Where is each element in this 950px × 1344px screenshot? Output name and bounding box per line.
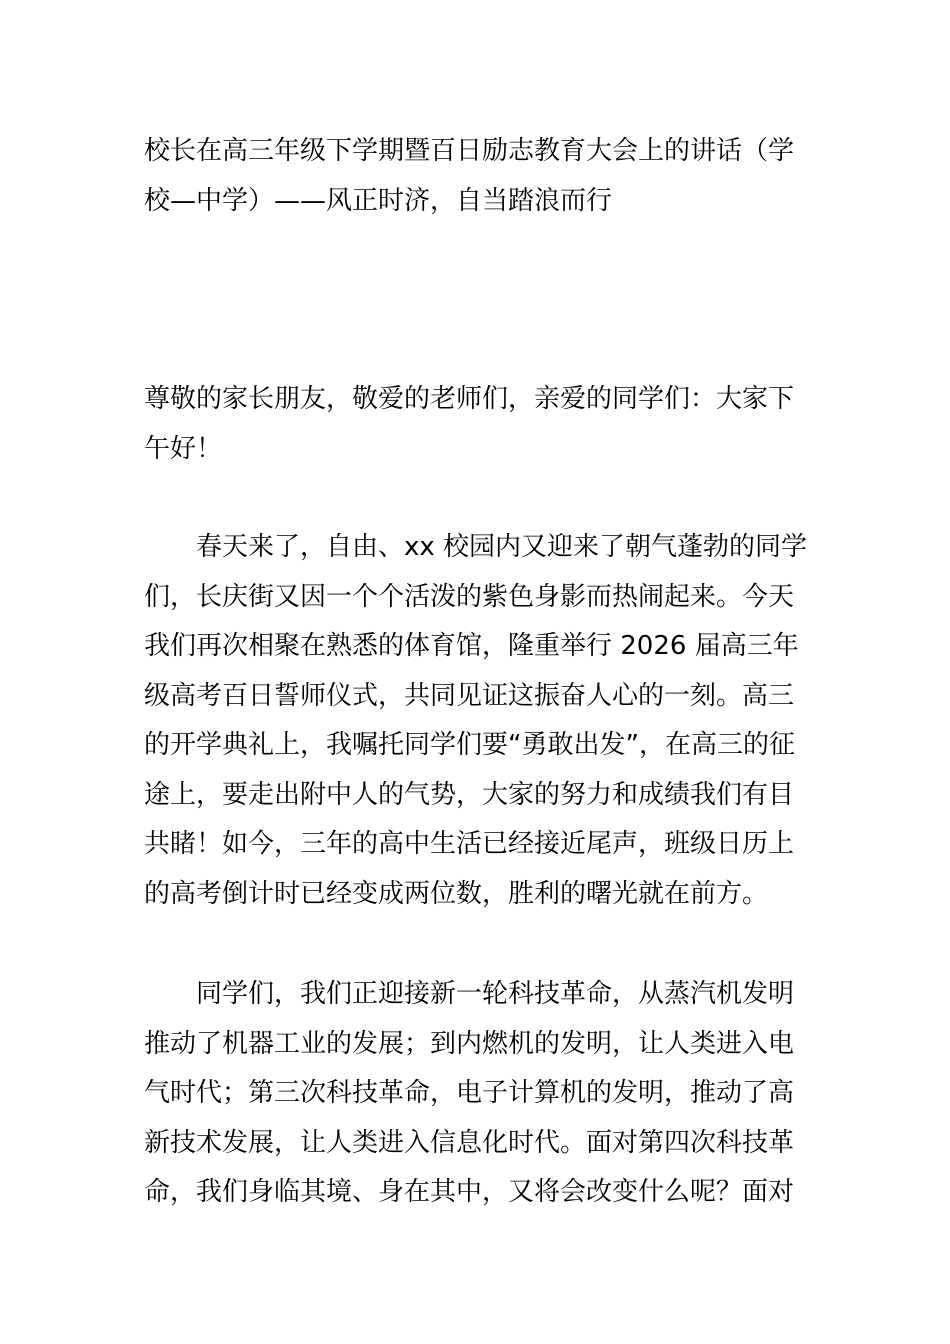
document-title: 校长在高三年级下学期暨百日励志教育大会上的讲话（学校—中学）——风正时济，自当踏浪而行 — [144, 136, 795, 216]
body-paragraph: 春天来了，自由、xx 校园内又迎来了朝气蓬勃的同学们，长庆街又因一个个活泼的紫色身影而热闹起来。今天我们再次相聚在熟悉的体育馆，隆重举行 2026 届高三年级高考百日誓师仪式，共同见证这振奋人心的一刻。高三的开学典礼上，我嘱托同学们要“勇敢出发”，在高三的征途上，要走出附中人的气势，大家的努力和成绩我们有目共睹！如今，三年的高中生活已经接近尾声，班级日历上的高考倒计时已经变成两位数，胜利的曙光就在前方。 — [144, 532, 808, 909]
salutation-paragraph: 尊敬的家长朋友，敬爱的老师们，亲爱的同学们：大家下午好！ — [144, 384, 795, 464]
body-paragraph: 同学们，我们正迎接新一轮科技革命，从蒸汽机发明推动了机器工业的发展；到内燃机的发明，让人类进入电气时代；第三次科技革命，电子计算机的发明，推动了高新技术发展，让人类进入信息化时代。面对第四次科技革命，我们身临其境、身在其中，又将会改变什么呢？面对 — [144, 979, 795, 1207]
